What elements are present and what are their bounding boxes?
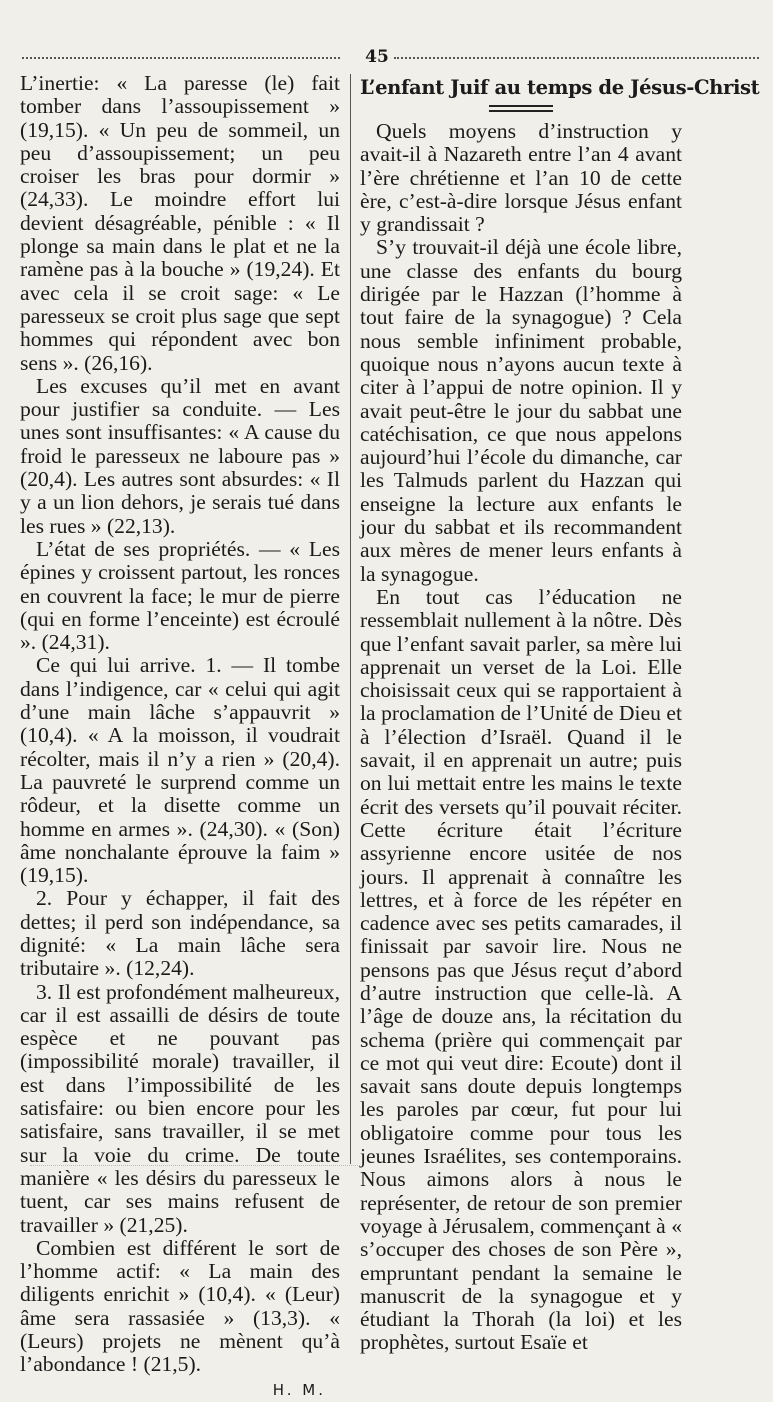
column-divider: [350, 74, 351, 1164]
bleed-through-line: [30, 1165, 360, 1176]
article-title: L’enfant Juif au temps de Jésus-Christ: [360, 76, 760, 99]
title-double-rule: [489, 105, 553, 112]
paragraph: Les excuses qu’il met en avant pour justifier sa conduite. — Les unes sont insuffisantes: « A cause du froid le paresseux ne laboure pas » (20,4). Les autres sont absurdes: « Il y a un lion dehors, je serais tué dans les rues » (22,13).: [20, 373, 340, 538]
page-number: 45: [365, 47, 389, 67]
paragraph: L’inertie: « La paresse (le) fait tomber dans l’assoupissement » (19,15). « Un peu de sommeil, un peu d’assoupissement; un peu croiser les bras pour dormir » (24,33). Le moindre effort lui devient désagréable, pénible : « Il plonge sa main dans le plat et ne la ramène pas à la bouche » (19,24). Et avec cela il se croit sage: « Le paresseux se croit plus sage que sept hommes qui répondent avec bon sens ». (26,16).: [20, 71, 340, 375]
paragraph: 3. Il est profondément malheureux, car il est assailli de désirs de toute espèce et ne pouvant pas (impossibilité morale) travailler, il est dans l’impossibilité de les satisfaire: ou bien encore pour les satisfaire, sans travailler, il se met sur la voie du crime. De toute manière « les désirs du paresseux le tuent, car ses mains refusent de travailler » (21,25).: [20, 979, 340, 1237]
header-rule-right: [394, 57, 759, 59]
paragraph: Combien est différent le sort de l’homme actif: « La main des diligents enrichit » (10,4). « (Leur) âme sera rassasiée » (13,3). « (Leurs) projets ne mènent qu’à l’abondance ! (21,5).: [20, 1235, 340, 1377]
paragraph: L’état de ses propriétés. — « Les épines y croissent partout, les ronces en couvrent la face; le mur de pierre (qui en forme l’enceinte) est écroulé ». (24,31).: [20, 536, 340, 655]
right-column: [360, 72, 760, 1355]
left-column: [20, 72, 340, 1402]
paragraph: S’y trouvait-il déjà une école libre, une classe des enfants du bourg dirigée par le Hazzan (l’homme à tout faire de la synagogue) ? Cela nous semble infiniment probable, quoique nous n’ayons aucun texte à citer à l’appui de notre opinion. Il y avait peut-être le jour du sabbat une catéchisation, ce que nous appelons aujourd’hui l’école du dimanche, car les Talmuds parlent du Hazzan qui enseigne la lecture aux enfants le jour du sabbat et ils recommandent aux mères de mener leurs enfants à la synagogue.: [360, 235, 682, 586]
paragraph: Ce qui lui arrive. 1. — Il tombe dans l’indigence, car « celui qui agit d’une main lâche s’appauvrit » (10,4). « A la moisson, il voudrait récolter, mais il n’y a rien » (20,4). La pauvreté le surprend comme un rôdeur, et la disette comme un homme en armes ». (24,30). « (Son) âme nonchalante éprouve la faim » (19,15).: [20, 653, 340, 888]
paragraph: En tout cas l’éducation ne ressemblait nullement à la nôtre. Dès que l’enfant savait parler, sa mère lui apprenait un verset de la Loi. Elle choisissait ceux qui se rapportaient à la proclamation de l’Unité de Dieu et à l’élection d’Israël. Quand il le savait, il en apprenait un autre; puis on lui mettait entre les mains le texte écrit des versets qu’il pouvait réciter. Cette écriture était l’écriture assyrienne encore usitée de nos jours. Il apprenait à connaître les lettres, et à force de les répéter en cadence avec ses petits camarades, il finissait par savoir lire. Nous ne pensons pas que Jésus reçut d’abord d’autre instruction que celle-là. A l’âge de douze ans, la récitation du schema (prière qui commençait par ce mot qui veut dire: Ecoute) dont il savait sans doute depuis longtemps les paroles par cœur, fut pour lui obligatoire comme pour tous les jeunes Israélites, ses contemporains. Nous aimons alors à nous le représenter, de retour de son premier voyage à Jérusalem, commençant à « s’occuper des choses de son Père », empruntant pendant la semaine le manuscrit de la synagogue et y étudiant la Thorah (la loi) et les prophètes, surtout Esaïe et: [360, 584, 682, 1355]
page-header: [22, 48, 759, 66]
header-rule-left: [22, 57, 340, 59]
author-signature: H. M.: [272, 1380, 326, 1399]
paragraph: 2. Pour y échapper, il fait des dettes; il perd son indépendance, sa dignité: « La main lâche sera tributaire ». (12,24).: [20, 886, 340, 981]
paragraph: Quels moyens d’instruction y avait-il à Nazareth entre l’an 4 avant l’ère chrétienne et l’an 10 de cette ère, c’est-à-dire lorsque Jésus enfant y grandissait ?: [360, 119, 682, 237]
